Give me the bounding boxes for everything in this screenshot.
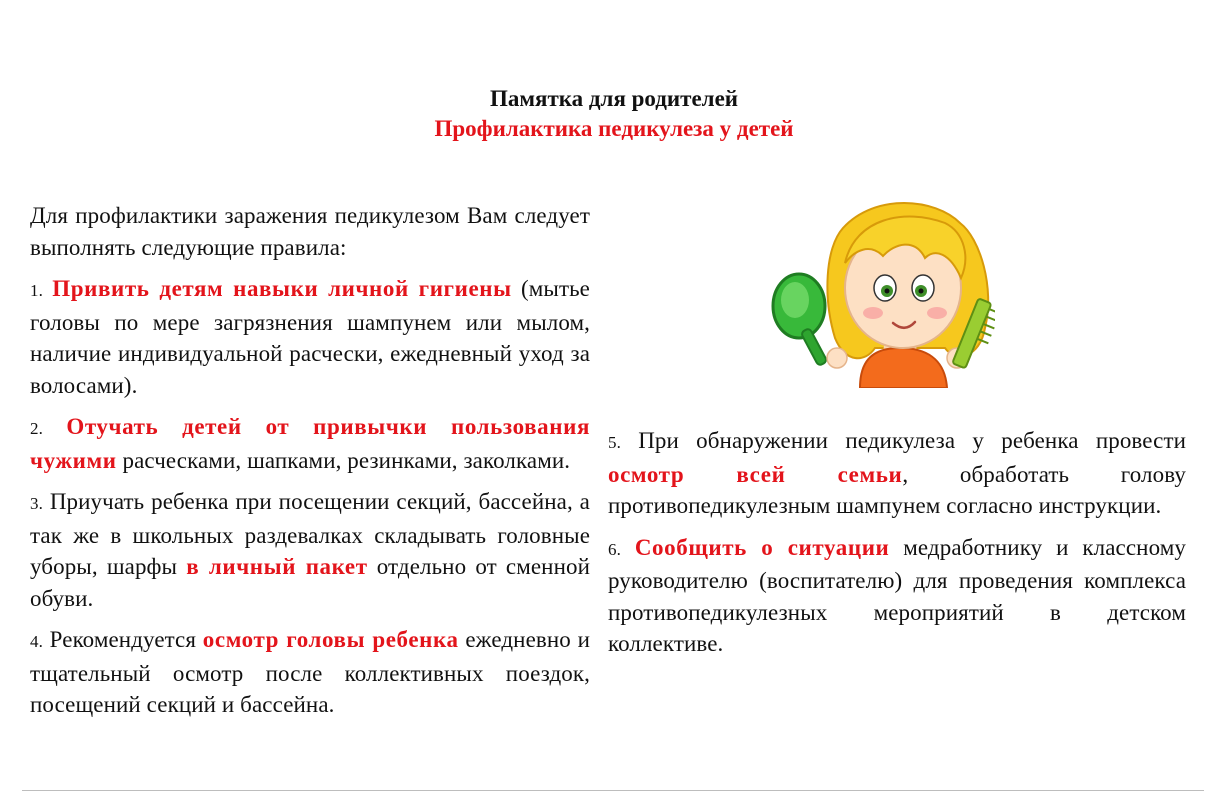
rule-item-5 [608, 425, 1186, 522]
rule-number: 2. [30, 419, 43, 438]
rule-text: При обнаружении педикулеза у ребенка провести [620, 428, 1186, 453]
rule-item-3 [30, 486, 590, 614]
right-column [608, 425, 1186, 670]
bottom-divider [22, 790, 1204, 791]
rule-text: Рекомендуется [42, 627, 203, 652]
page-title: Памятка для родителей [489, 86, 739, 111]
rule-number: 1. [30, 281, 43, 300]
rule-highlight: осмотр головы ребенка [202, 627, 459, 652]
rule-highlight: Привить детям навыки личной гигиены [52, 276, 512, 301]
rule-number: 4. [30, 632, 43, 651]
intro-text: Для профилактики заражения педикулезом Вам следует выполнять следующие правила: [30, 203, 590, 260]
rule-number: 5. [608, 433, 621, 452]
rule-number: 3. [30, 494, 43, 513]
rule-text: медработнику и классному руководителю (воспитателю) для проведения комплекса противопедикулезных мероприятий в детском коллективе. [608, 534, 1186, 656]
rule-text: отдельно от сменной обуви. [30, 554, 590, 611]
rule-text: расческами, шапками, резинками, заколками. [116, 447, 571, 473]
page-subtitle: Профилактика педикулеза у детей [434, 116, 794, 141]
rule-highlight: в личный пакет [186, 554, 368, 579]
rule-text: , обработать голову противопедикулезным шампунем согласно инструкции. [608, 461, 1186, 518]
left-column [30, 200, 590, 731]
rule-item-6 [608, 532, 1186, 660]
rule-item-1 [30, 273, 590, 401]
rule-number: 6. [608, 539, 621, 559]
memo-header [0, 84, 1228, 144]
rule-highlight: Сообщить о ситуации [634, 534, 890, 560]
rule-highlight: осмотр всей семьи [608, 461, 903, 487]
rule-text: Приучать ребенка при посещении секций, бассейна, а так же в школьных раздевалках складывать головные уборы, шарфы [30, 489, 590, 579]
rule-highlight: Отучать детей от привычки пользования чужими [30, 414, 590, 473]
rule-text: ежедневно и тщательный осмотр после коллективных поездок, посещений секций и бассейна. [30, 627, 590, 717]
rule-text: (мытье головы по мере загрязнения шампунем или мылом, наличие индивидуальной расчески, ежедневный уход за волосами). [30, 276, 590, 398]
rule-item-4 [30, 624, 590, 721]
girl-with-mirror-illustration [765, 188, 995, 388]
rule-item-2 [30, 411, 590, 476]
